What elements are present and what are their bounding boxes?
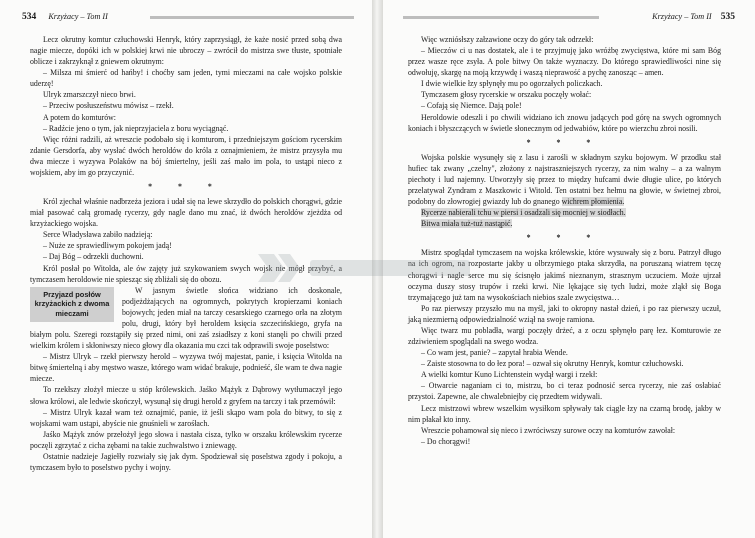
paragraph: – Otwarcie naganiam ci to, mistrzu, bo ci teraz podnosić serca rycerzy, nie zaś osłabiać przystoi. Zapewne, ale chwalebniejby cię przedtem widywali. [408,381,721,402]
paragraph [408,152,721,207]
section-separator: * * * [148,182,224,192]
paragraph: – Cofają się Niemce. Dają pole! [421,101,522,111]
paragraph: – Do chorągwi! [421,436,471,446]
header-rule [403,16,599,19]
section-separator: * * * [526,233,603,243]
paragraph-text: Wojska polskie wysunęły się z lasu i zarośli w składnym szyku bojowym. W przodku stał hufiec tak zwany „czelny", złożony z najstraszniejszych rycerzy, za nim walny – a za walnym piechoty i lud najemny. Utworzyły się przez to między hufcami dwie długie ulice, po których przelatywał Zyndram z Maszkowic i Witold. Ten ostatni bez hełmu na głowie, w świetnej zbroi, podobny do złowrogiej gwiazdy lub do gnanego [408,152,721,207]
paragraph: Ostatnie nadzieje Jagiełły rozwiały się jak dym. Spodziewał się poselstwa zgody i pokoju, a tymczasem było to poselstwo pychy i wojny. [30,451,342,472]
highlighted-paragraph [408,207,721,218]
paragraph: W jasnym świetle słońca widziano ich doskonale, podjeżdżających na ogromnych, pokrytych kropierzami koniach bojowych; jeden miał na tarczy cesarskiego czarnego orła na złotym polu, drugi, który był heroldem księcia szczecińskiego, gryfa na białym polu. Szeregi rozstąpiły się przed nimi, oni zaś zsiadłszy z koni stanęli po chwili przed wielkim królem i skłoniwszy nieco głowy dla okazania mu czci tak odprawili swoje poselstwo: [30,285,342,351]
paragraph: I dwie wielkie łzy spłynęły mu po ogorzałych policzkach. [421,79,603,89]
highlighted-text: wichrem płomienia. [561,197,625,207]
paragraph: – Co wam jest, panie? – zapytał hrabia Wende. [421,348,568,358]
paragraph: – Mistrz Ulryk – rzekł pierwszy herold – wyzywa twój majestat, panie, i księcia Witolda na bitwę śmiertelną i aby męstwo wasze, którego wam widać brakuje, podnieść, śle wam te dwa nagie miecze. [30,352,342,384]
paragraph: Mistrz spoglądał tymczasem na wojska królewskie, które wysuwały się z boru. Patrzył długo na ich ogrom, na rozpostarte jakby u olbrzymiego ptaka skrzydła, na poruszaną wiatrem tęczę chorągwi i nagle serce mu się ścisnęło jakimś nieznanym, strasznym uczuciem. Może ujrzał oczyma duszy stosy trupów i rzeki krwi. Nie lękające się tych ludzi, może zląkł się Boga trzymającego już tam na wysokościach niebios szale zwycięstwa… [408,248,721,302]
paragraph: – Radźcie jeno o tym, jak nieprzyjaciela z boru wyciągnąć. [43,123,229,133]
margin-note: Przyjazd posłów krzyżackich z dwoma mieczami [30,287,114,322]
paragraph: To rzekłszy złożył miecze u stóp królewskich. Jaśko Mążyk z Dąbrowy wytłumaczył jego słowa królowi, ale ledwie skończył, wysunął się drugi herold z gryfem na tarczy i tak przemówił: [30,385,342,406]
left-page-header [22,10,354,24]
paragraph: – Milsza mi śmierć od hańby! i choćby sam jeden, tymi mieczami na całe wojsko polskie uderzę! [30,68,342,89]
page-number: 535 [720,12,735,22]
section-separator: * * * [526,137,603,147]
header-rule [150,16,354,19]
right-page-text [408,34,721,447]
paragraph: – Daj Bóg – odrzekli duchowni. [43,252,144,262]
paragraph: Jaśko Mążyk znów przełożył jego słowa i nastała cisza, tylko w orszaku królewskim rycerze poczęli zgrzytać z cicha zębami na takie zuchwalstwo i zniewagę. [30,429,342,450]
watermark-logo [250,248,480,288]
paragraph: A wielki komtur Kuno Lichtenstein wydął wargi i rzekł: [421,370,598,380]
paragraph: Po raz pierwszy przyszło mu na myśl, jaki to okropny nastał dzień, i po raz pierwszy uczuł, jaką niezmierną odpowiedzialność wziął na swoje ramiona. [408,303,721,324]
paragraph: Ulryk zmarszczył nieco brwi. [43,90,136,100]
paragraph: Więc wzniósłszy załzawione oczy do góry tak odrzekł: [421,35,594,44]
running-title: Krzyżacy – Tom II [48,12,108,21]
highlighted-text: Rycerze nabierali tchu w piersi i osadzali się mocniej w siodłach. [421,208,626,218]
paragraph: Więc różni radzili, aż wreszcie podobało się i komturom, i przedniejszym gościom rycerskim zdanie Gersdorfa, aby wysłać dwóch heroldów do króla z oznajmieniem, że mistrz przysyła mu dwa miecze i wyzywa Polaków na bój śmiertelny, jeśli zaś mało im pola, to ustąpi nieco z wojskiem, aby im go przyczynić. [30,134,342,177]
right-page-header [403,10,735,24]
paragraph: Lecz okrutny komtur człuchowski Henryk, który zaprzysiągł, że każe nosić przed sobą dwa nagie miecze, dopóki ich w polskiej krwi nie ubroczy – zwrócił do mistrza swe tłuste, spotniałe oblicze i zakrzyknął z gniewem okrutnym: [30,35,342,67]
paragraph: – Mistrz Ulryk kazał wam też oznajmić, panie, iż jeśli skąpo wam pola do bitwy, to się z wojskami wam ustąpi, abyście nie gnuśnieli w zarośłach. [30,407,342,428]
paragraph: – Mieczów ci u nas dostatek, ale i te przyjmuję jako wróżbę zwycięstwa, które mi sam Bóg przez wasze ręce zsyła. A pole bitwy On także wyznaczy. Do którego sprawiedliwości nine się odwołuję, skargę na moją krzywdę i waszą nieprawość a pychę zanosząc – amen. [408,46,721,78]
paragraph: Serce Władysława zabiło nadzieją: [43,230,153,240]
paragraph: Heroldowie odeszli i po chwili widziano ich znowu jadących pod górę na swych ogromnych koniach i błyszczących w świetle słonecznym od jedwabiów, które po wierzchu zbroi nosili. [408,112,721,133]
paragraph: – Nuże ze sprawiedliwym pokojem jadą! [43,241,172,251]
paragraph: – Przeciw posłuszeństwu mówisz – rzekł. [43,101,174,111]
highlighted-paragraph [408,218,721,229]
highlighted-text: Bitwa miała tuż-tuż nastąpić. [421,219,513,229]
paragraph: Tymczasem głosy rycerskie w orszaku poczęły wołać: [421,90,592,100]
paragraph: Wreszcie pohamował się nieco i zwróciwszy surowe oczy na komturów zawołał: [421,425,676,435]
paragraph: – Zaiste stosowna to do łez pora! – ozwał się okrutny Henryk, komtur człuchowski. [421,359,684,369]
paragraph: A potem do komturów: [43,112,116,122]
paragraph: Więc twarz mu pobladła, wargi poczęły drżeć, a z oczu spłynęło parę łez. Komturowie ze zdziwieniem spoglądali na swego wodza. [408,325,721,347]
paragraph: Król zjechał właśnie nadbrzeża jeziora i udał się na lewe skrzydło do polskich chorągwi, gdzie miał pasować całą gromadę rycerzy, gdy nagle dano mu znać, iż dwóch heroldów zjeżdża od krzyżackiego wojska. [30,197,342,229]
page-number: 534 [22,12,37,22]
paragraph: Lecz mistrzowi wbrew wszelkim wysiłkom spływały tak ciągle łzy na czarną brodę, jakby w nim płakał kto inny. [408,403,721,424]
paragraph: Król posłał po Witolda, ale ów zajęty już szykowaniem swych wojsk nie mógł przybyć, a tymczasem heroldowie nie spiesząc się zbliżali się do obozu. [30,263,342,284]
running-title: Krzyżacy – Tom II [652,12,712,21]
